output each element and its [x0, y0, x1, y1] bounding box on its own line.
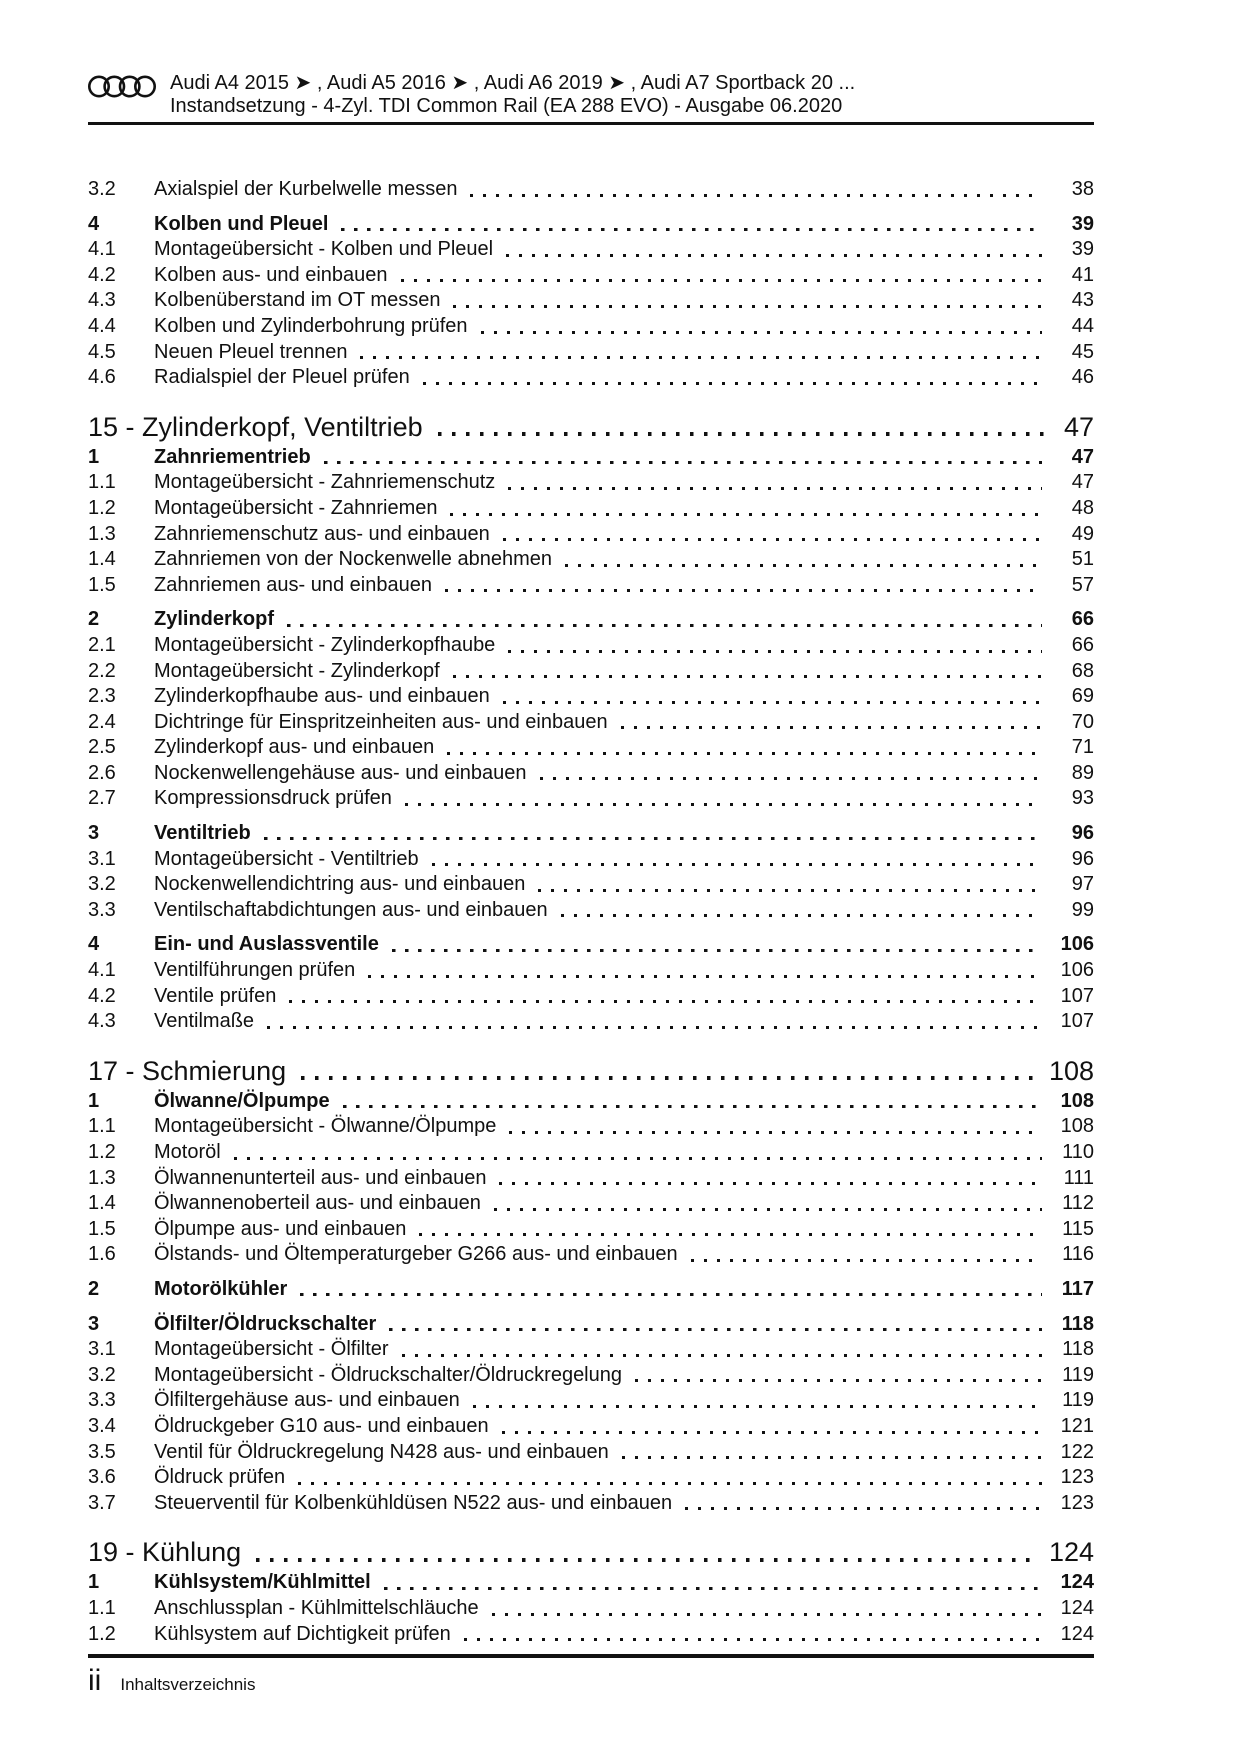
toc-entry-number: 1.3 [88, 1166, 116, 1189]
dot-leader-icon [419, 1217, 1042, 1243]
toc-entry-title: Ölfiltergehäuse aus- und einbauen [154, 1389, 460, 1412]
toc-entry-page: 68 [1071, 659, 1094, 682]
toc-entry-number: 1.2 [88, 496, 116, 519]
toc-entry-number: 2.5 [88, 736, 116, 759]
toc-entry-number: 2.1 [88, 633, 116, 656]
toc-entry[interactable] [88, 177, 1094, 203]
toc-entry-number: 2 [88, 1277, 100, 1300]
toc-entry-page: 47 [1071, 471, 1094, 494]
toc-entry-number: 3.5 [88, 1440, 116, 1463]
toc-entry-title: Ventil für Öldruckregelung N428 aus- und einbauen [154, 1440, 609, 1463]
toc-entry-number: 4.1 [88, 238, 116, 261]
toc-entry-number: 2.3 [88, 685, 116, 708]
toc-entry-number: 1.6 [88, 1243, 116, 1266]
toc-entry-number: 2.6 [88, 761, 116, 784]
dot-leader-icon [509, 1114, 1042, 1140]
toc-entry-number: 1.1 [88, 471, 116, 494]
footer-rule [88, 1654, 1094, 1658]
toc-entry-number: 3.2 [88, 873, 116, 896]
toc-entry[interactable] [88, 470, 1094, 496]
toc-entry[interactable] [88, 1337, 1094, 1363]
toc-entry-page: 39 [1071, 212, 1094, 235]
toc-entry-title: Kolben aus- und einbauen [154, 263, 388, 286]
toc-entry-page: 108 [1060, 1115, 1094, 1138]
toc-entry[interactable] [88, 786, 1094, 812]
toc-entry[interactable] [88, 1056, 1094, 1087]
dot-leader-icon [561, 898, 1042, 924]
toc-entry-title: Kompressionsdruck prüfen [154, 787, 392, 810]
toc-entry-page: 119 [1062, 1389, 1094, 1412]
toc-entry[interactable] [88, 684, 1094, 710]
toc-entry-page: 124 [1060, 1596, 1094, 1619]
toc-entry[interactable] [88, 1242, 1094, 1268]
page-footer [88, 1664, 1094, 1698]
toc-entry[interactable] [88, 1166, 1094, 1192]
toc-entry-number: 1.2 [88, 1622, 116, 1645]
toc-entry-number: 4.3 [88, 1010, 116, 1033]
toc-entry[interactable] [88, 237, 1094, 263]
toc-entry-title: Motoröl [154, 1141, 221, 1163]
dot-leader-icon [450, 496, 1042, 522]
toc-entry[interactable] [88, 496, 1094, 522]
toc-entry-number: 3.7 [88, 1491, 116, 1514]
dot-leader-icon [470, 177, 1042, 203]
toc-entry-number: 4.4 [88, 314, 116, 337]
dot-leader-icon [392, 932, 1042, 958]
dot-leader-icon [499, 1166, 1042, 1192]
toc-entry-page: 99 [1071, 898, 1094, 921]
toc-entry[interactable] [88, 735, 1094, 761]
toc-entry-page: 97 [1071, 873, 1094, 896]
dot-leader-icon [453, 288, 1042, 314]
toc-entry-number: 1.3 [88, 522, 116, 545]
toc-entry-page: 89 [1071, 761, 1094, 784]
toc-entry-title: Öldruck prüfen [154, 1466, 286, 1489]
toc-entry-number: 3.4 [88, 1414, 116, 1437]
toc-entry[interactable] [88, 607, 1094, 633]
toc-entry-page: 47 [1063, 411, 1094, 442]
toc-entry-number: 1.4 [88, 548, 116, 571]
toc-entry-number: 1.4 [88, 1192, 116, 1215]
toc-entry[interactable] [88, 1089, 1094, 1115]
toc-entry[interactable] [88, 1622, 1094, 1648]
toc-entry-page: 96 [1071, 822, 1094, 845]
toc-entry-page: 124 [1048, 1537, 1094, 1568]
toc-entry-number: 4 [88, 933, 100, 956]
dot-leader-icon [565, 547, 1042, 573]
toc-entry-title: Montageübersicht - Zahnriemenschutz [154, 471, 496, 494]
dot-leader-icon [635, 1363, 1042, 1389]
dot-leader-icon [622, 1440, 1042, 1466]
toc-entry-page: 112 [1062, 1192, 1094, 1215]
toc-entry-title: Ölpumpe aus- und einbauen [154, 1217, 407, 1240]
toc-entry-page: 51 [1071, 548, 1094, 571]
toc-entry[interactable] [88, 1114, 1094, 1140]
toc-entry-number: 1.1 [88, 1115, 116, 1138]
toc-entry-page: 123 [1060, 1491, 1094, 1514]
toc-entry[interactable] [88, 958, 1094, 984]
toc-entry-title: Nockenwellendichtring aus- und einbauen [154, 873, 526, 896]
header-models-line: Audi A4 2015 ➤ , Audi A5 2016 ➤ , Audi A6 2019 ➤ , Audi A7 Sportback 20 ... [170, 72, 856, 94]
toc-entry-title: Montageübersicht - Zylinderkopfhaube [154, 633, 496, 656]
dot-leader-icon [538, 872, 1042, 898]
toc-entry[interactable] [88, 710, 1094, 736]
toc-entry-title: Montageübersicht - Zahnriemen [154, 496, 438, 519]
toc-entry[interactable] [88, 314, 1094, 340]
dot-leader-icon [234, 1140, 1042, 1166]
toc-entry-title: Radialspiel der Pleuel prüfen [154, 366, 410, 389]
toc-entry-title: Ventilschaftabdichtungen aus- und einbauen [154, 898, 548, 921]
toc-entry-title: Zahnriemen aus- und einbauen [154, 573, 432, 596]
dot-leader-icon [503, 522, 1042, 548]
dot-leader-icon [508, 470, 1042, 496]
toc-entry[interactable] [88, 821, 1094, 847]
toc-entry-page: 66 [1071, 633, 1094, 656]
toc-entry[interactable] [88, 1537, 1094, 1568]
toc-entry-page: 115 [1062, 1217, 1094, 1240]
toc-entry-title: Zahnriementrieb [154, 445, 311, 468]
toc-entry[interactable] [88, 445, 1094, 471]
toc-entry-title: Ein- und Auslassventile [154, 933, 379, 956]
toc-entry-number: 3 [88, 1312, 100, 1335]
toc-entry-page: 106 [1060, 959, 1094, 982]
toc-entry-number: 1.5 [88, 573, 116, 596]
toc-entry-title: Zahnriemen von der Nockenwelle abnehmen [154, 548, 553, 571]
dot-leader-icon [300, 1277, 1042, 1303]
toc-entry-page: 39 [1071, 238, 1094, 261]
header-subtitle-line: Instandsetzung - 4-Zyl. TDI Common Rail (EA 288 EVO) - Ausgabe 06.2020 [170, 95, 843, 117]
toc-entry[interactable] [88, 1414, 1094, 1440]
toc-entry[interactable] [88, 659, 1094, 685]
toc-entry-page: 66 [1071, 608, 1094, 631]
toc-entry-title: Motorölkühler [154, 1277, 288, 1300]
dot-leader-icon [401, 263, 1042, 289]
toc-entry-title: Anschlussplan - Kühlmittelschläuche [154, 1596, 479, 1619]
toc-entry-number: 1.2 [88, 1141, 116, 1163]
toc-entry-number: 4 [88, 212, 100, 235]
toc-entry-title: Zylinderkopf [154, 608, 275, 631]
dot-leader-icon [685, 1491, 1042, 1517]
toc-entry-number: 4.5 [88, 340, 116, 363]
toc-entry-title: Montageübersicht - Ventiltrieb [154, 847, 419, 870]
toc-entry-number: 2.7 [88, 787, 116, 810]
toc-entry[interactable] [88, 984, 1094, 1010]
toc-entry-title: Ölwannenunterteil aus- und einbauen [154, 1166, 487, 1189]
toc-entry-number: 1.1 [88, 1596, 116, 1619]
toc-entry-number: 3.1 [88, 1338, 116, 1361]
toc-entry-number: 4.1 [88, 959, 116, 982]
dot-leader-icon [384, 1570, 1042, 1596]
toc-entry-title: Dichtringe für Einspritzeinheiten aus- und einbauen [154, 710, 608, 733]
toc-entry-title: Ventile prüfen [154, 984, 277, 1007]
dot-leader-icon [368, 958, 1042, 984]
dot-leader-icon [438, 412, 1044, 443]
toc-entry[interactable] [88, 1312, 1094, 1338]
toc-entry-number: 4.2 [88, 263, 116, 286]
dot-leader-icon [494, 1191, 1042, 1217]
toc-entry-title: 17 - Schmierung [88, 1055, 287, 1086]
toc-entry-page: 107 [1060, 984, 1094, 1007]
toc-entry-number: 3.3 [88, 898, 116, 921]
toc-entry[interactable] [88, 365, 1094, 391]
dot-leader-icon [341, 212, 1042, 238]
page-header [88, 72, 1094, 118]
toc-entry-number: 3.1 [88, 847, 116, 870]
dot-leader-icon [298, 1465, 1042, 1491]
toc-entry-page: 71 [1071, 736, 1094, 759]
toc-entry-number: 4.6 [88, 366, 116, 389]
dot-leader-icon [402, 1337, 1042, 1363]
toc-entry-number: 4.2 [88, 984, 116, 1007]
dot-leader-icon [502, 1414, 1042, 1440]
toc-entry-page: 111 [1063, 1166, 1094, 1189]
toc-entry[interactable] [88, 1191, 1094, 1217]
toc-entry-page: 118 [1061, 1312, 1094, 1335]
toc-entry-page: 70 [1071, 710, 1094, 733]
toc-entry-number: 4.3 [88, 289, 116, 312]
toc-entry[interactable] [88, 633, 1094, 659]
toc-entry-title: Montageübersicht - Ölfilter [154, 1338, 389, 1361]
toc-entry-page: 123 [1060, 1466, 1094, 1489]
dot-leader-icon [267, 1009, 1042, 1035]
toc-entry[interactable] [88, 547, 1094, 573]
toc-entry[interactable] [88, 761, 1094, 787]
toc-entry-title: Montageübersicht - Zylinderkopf [154, 659, 440, 682]
toc-entry[interactable] [88, 1363, 1094, 1389]
dot-leader-icon [492, 1596, 1042, 1622]
toc-entry-number: 2.2 [88, 659, 116, 682]
toc-entry-page: 41 [1071, 263, 1094, 286]
dot-leader-icon [389, 1312, 1042, 1338]
toc-entry-title: Kolbenüberstand im OT messen [154, 289, 441, 312]
toc-entry-title: Ölfilter/Öldruckschalter [154, 1312, 377, 1335]
toc-entry-page: 119 [1062, 1363, 1094, 1386]
toc-entry-page: 122 [1060, 1440, 1094, 1463]
dot-leader-icon [264, 821, 1042, 847]
toc-entry-title: Kühlsystem auf Dichtigkeit prüfen [154, 1622, 451, 1645]
toc-entry-title: Steuerventil für Kolbenkühldüsen N522 aus- und einbauen [154, 1491, 673, 1514]
dot-leader-icon [324, 445, 1042, 471]
dot-leader-icon [432, 847, 1042, 873]
dot-leader-icon [503, 684, 1042, 710]
toc-entry-page: 106 [1060, 933, 1094, 956]
toc-entry[interactable] [88, 932, 1094, 958]
toc-entry-page: 110 [1062, 1141, 1094, 1163]
toc-entry-page: 47 [1071, 445, 1094, 468]
toc-entry[interactable] [88, 288, 1094, 314]
header-rule [88, 122, 1094, 125]
toc-entry-title: Ventilmaße [154, 1010, 255, 1033]
dot-leader-icon [301, 1056, 1039, 1087]
toc-entry-title: Ölwannenoberteil aus- und einbauen [154, 1192, 481, 1215]
dot-leader-icon [481, 314, 1042, 340]
toc-entry[interactable] [88, 263, 1094, 289]
toc-entry-title: Nockenwellengehäuse aus- und einbauen [154, 761, 527, 784]
toc-entry-page: 38 [1071, 178, 1094, 200]
dot-leader-icon [343, 1089, 1042, 1115]
footer-section-label: Inhaltsverzeichnis [120, 1674, 256, 1694]
toc-entry-page: 121 [1060, 1414, 1094, 1437]
toc-entry-number: 1 [88, 1089, 100, 1112]
toc-entry[interactable] [88, 1491, 1094, 1517]
dot-leader-icon [691, 1242, 1042, 1268]
toc-entry-title: Öldruckgeber G10 aus- und einbauen [154, 1414, 489, 1437]
toc-entry-title: Zylinderkopf aus- und einbauen [154, 736, 435, 759]
toc-entry-title: Kolben und Pleuel [154, 212, 329, 235]
toc-entry[interactable] [88, 1388, 1094, 1414]
toc-entry-page: 49 [1071, 522, 1094, 545]
dot-leader-icon [447, 735, 1042, 761]
dot-leader-icon [621, 710, 1042, 736]
toc-entry-number: 1 [88, 1571, 100, 1594]
toc-entry-page: 93 [1071, 787, 1094, 810]
toc-entry[interactable] [88, 1277, 1094, 1303]
toc-entry[interactable] [88, 872, 1094, 898]
toc-entry-title: Zahnriemenschutz aus- und einbauen [154, 522, 490, 545]
toc-entry-title: Kolben und Zylinderbohrung prüfen [154, 314, 468, 337]
toc-entry-title: Ölwanne/Ölpumpe [154, 1089, 330, 1112]
audi-rings-icon [88, 74, 156, 104]
toc-entry-page: 116 [1062, 1243, 1094, 1266]
toc-entry-number: 2.4 [88, 710, 116, 733]
toc-entry-page: 96 [1071, 847, 1094, 870]
toc-entry[interactable] [88, 1217, 1094, 1243]
toc-entry-title: Axialspiel der Kurbelwelle messen [154, 178, 458, 200]
toc-entry[interactable] [88, 212, 1094, 238]
dot-leader-icon [405, 786, 1042, 812]
toc-entry-title: Kühlsystem/Kühlmittel [154, 1571, 371, 1594]
toc-entry-page: 57 [1071, 573, 1094, 596]
toc-entry-number: 3.6 [88, 1466, 116, 1489]
toc-entry-page: 46 [1071, 366, 1094, 389]
toc-entry-page: 107 [1060, 1010, 1094, 1033]
toc-entry-number: 3.2 [88, 178, 116, 200]
toc-entry[interactable] [88, 1440, 1094, 1466]
toc-entry-title: Montageübersicht - Kolben und Pleuel [154, 238, 494, 261]
dot-leader-icon [508, 633, 1042, 659]
toc-entry-page: 124 [1060, 1571, 1094, 1594]
dot-leader-icon [445, 573, 1042, 599]
toc-entry-number: 3 [88, 822, 100, 845]
dot-leader-icon [423, 365, 1042, 391]
table-of-contents [88, 177, 1094, 1647]
toc-entry-page: 108 [1048, 1055, 1094, 1086]
toc-entry-page: 43 [1071, 289, 1094, 312]
toc-entry[interactable] [88, 1570, 1094, 1596]
toc-entry-page: 69 [1071, 685, 1094, 708]
toc-entry-title: Ölstands- und Öltemperaturgeber G266 aus- und einbauen [154, 1243, 678, 1266]
dot-leader-icon [464, 1622, 1042, 1648]
toc-entry[interactable] [88, 522, 1094, 548]
toc-entry[interactable] [88, 1009, 1094, 1035]
toc-entry-number: 1 [88, 445, 100, 468]
toc-entry-title: 19 - Kühlung [88, 1537, 242, 1568]
toc-entry-number: 1.5 [88, 1217, 116, 1240]
toc-entry-page: 118 [1062, 1338, 1094, 1361]
toc-entry-title: Ventilführungen prüfen [154, 959, 356, 982]
toc-entry[interactable] [88, 340, 1094, 366]
toc-entry[interactable] [88, 1140, 1094, 1166]
dot-leader-icon [453, 659, 1042, 685]
toc-entry-number: 2 [88, 608, 100, 631]
toc-entry[interactable] [88, 1465, 1094, 1491]
toc-entry[interactable] [88, 847, 1094, 873]
toc-entry-title: Montageübersicht - Ölwanne/Ölpumpe [154, 1115, 497, 1138]
toc-entry-number: 3.3 [88, 1389, 116, 1412]
toc-entry-page: 117 [1061, 1277, 1094, 1300]
footer-page-number: ii [88, 1663, 102, 1697]
toc-entry-title: Ventiltrieb [154, 822, 251, 845]
dot-leader-icon [256, 1537, 1039, 1568]
toc-entry[interactable] [88, 1596, 1094, 1622]
dot-leader-icon [360, 340, 1042, 366]
toc-entry-page: 48 [1071, 496, 1094, 519]
toc-entry-page: 124 [1060, 1622, 1094, 1645]
toc-entry-number: 3.2 [88, 1363, 116, 1386]
dot-leader-icon [473, 1388, 1042, 1414]
toc-entry-page: 44 [1071, 314, 1094, 337]
toc-entry[interactable] [88, 412, 1094, 443]
dot-leader-icon [506, 237, 1042, 263]
toc-entry-title: Montageübersicht - Öldruckschalter/Öldruckregelung [154, 1363, 622, 1386]
toc-entry[interactable] [88, 573, 1094, 599]
toc-entry[interactable] [88, 898, 1094, 924]
toc-entry-title: 15 - Zylinderkopf, Ventiltrieb [88, 411, 423, 442]
toc-entry-page: 108 [1060, 1089, 1094, 1112]
dot-leader-icon [540, 761, 1043, 787]
dot-leader-icon [287, 607, 1042, 633]
dot-leader-icon [289, 984, 1042, 1010]
toc-entry-title: Zylinderkopfhaube aus- und einbauen [154, 685, 490, 708]
toc-entry-title: Neuen Pleuel trennen [154, 340, 348, 363]
toc-entry-page: 45 [1071, 340, 1094, 363]
